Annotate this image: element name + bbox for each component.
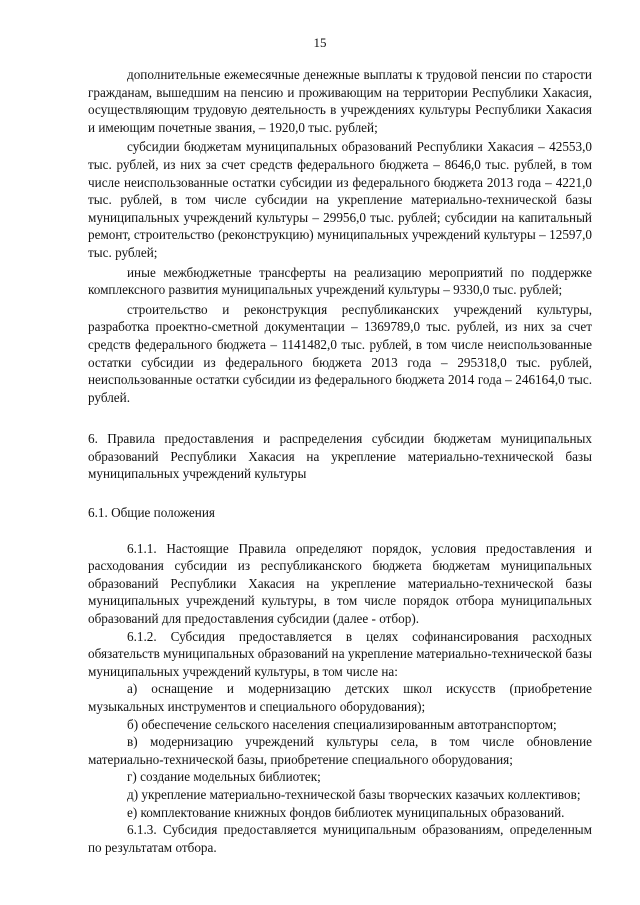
rule-item-e: е) комплектование книжных фондов библиотек муниципальных образований. (127, 804, 565, 820)
subsection-title: 6.1. Общие положения (88, 505, 215, 521)
paragraph-pension-payments: дополнительные ежемесячные денежные выплаты к трудовой пенсии по старости гражданам, вышедшим на пенсию и проживающим на территории Республики Хакасия, осуществляющим трудовую деятельность в учреждениях культуры Республики Хакасия и имеющим почетные звания, – 1920,0 тыс. рублей; (88, 67, 592, 135)
rule-item-a: а) оснащение и модернизацию детских школ искусств (приобретение музыкальных инструментов и специального оборудования); (88, 681, 592, 714)
section-title: 6. Правила предоставления и распределения субсидии бюджетам муниципальных образований Республики Хакасия на укрепление материально-технической базы муниципальных учреждений культуры (88, 431, 592, 482)
rule-6-1-3: 6.1.3. Субсидия предоставляется муниципальным образованиям, определенным по результатам отбора. (88, 822, 592, 855)
rule-item-d: д) укрепление материально-технической базы творческих казачьих коллективов; (127, 786, 581, 802)
paragraph-municipal-subsidies: субсидии бюджетам муниципальных образований Республики Хакасия – 42553,0 тыс. рублей, из них за счет средств федерального бюджета – 8646,0 тыс. рублей, в том числе неиспользованные остатки субсидии из федерального бюджета 2013 года – 4221,0 тыс. рублей, в том числе субсидии на укрепление материально-технической базы муниципальных учреждений культуры – 29956,0 тыс. рублей; субсидии на капитальный ремонт, строительство (реконструкцию) муниципальных учреждений культуры – 12597,0 тыс. рублей; (88, 139, 592, 260)
rule-item-v: в) модернизацию учреждений культуры села, в том числе обновление материально-технической базы, приобретение специального оборудования; (88, 734, 592, 767)
paragraph-construction: строительство и реконструкция республиканских учреждений культуры, разработка проектно-сметной документации – 1369789,0 тыс. рублей, из них за счет средств федерального бюджета – 1141482,0 тыс. рублей, в том числе неиспользованные остатки субсидии из федерального бюджета 2013 года – 295318,0 тыс. рублей, неиспользованные остатки субсидии из федерального бюджета 2014 года – 246164,0 тыс. рублей. (88, 301, 592, 405)
rule-item-b: б) обеспечение сельского населения специализированным автотранспортом; (127, 716, 557, 732)
page-number: 15 (313, 35, 327, 50)
document-body (88, 66, 592, 856)
rule-6-1-1: 6.1.1. Настоящие Правила определяют порядок, условия предоставления и расходования субсидии из республиканского бюджета бюджетам муниципальных образований Республики Хакасия на укрепление материально-технической базы муниципальных учреждений культуры, в том числе порядок отбора муниципальных образований для предоставления субсидии (далее - отбор). (88, 540, 592, 627)
rule-item-g: г) создание модельных библиотек; (127, 769, 321, 785)
rule-6-1-2: 6.1.2. Субсидия предоставляется в целях софинансирования расходных обязательств муниципальных образований на укрепление материально-технической базы муниципальных учреждений культуры, в том числе на: (88, 628, 592, 679)
paragraph-interbudget-transfers: иные межбюджетные трансферты на реализацию мероприятий по поддержке комплексного развития муниципальных учреждений культуры – 9330,0 тыс. рублей; (88, 264, 592, 298)
